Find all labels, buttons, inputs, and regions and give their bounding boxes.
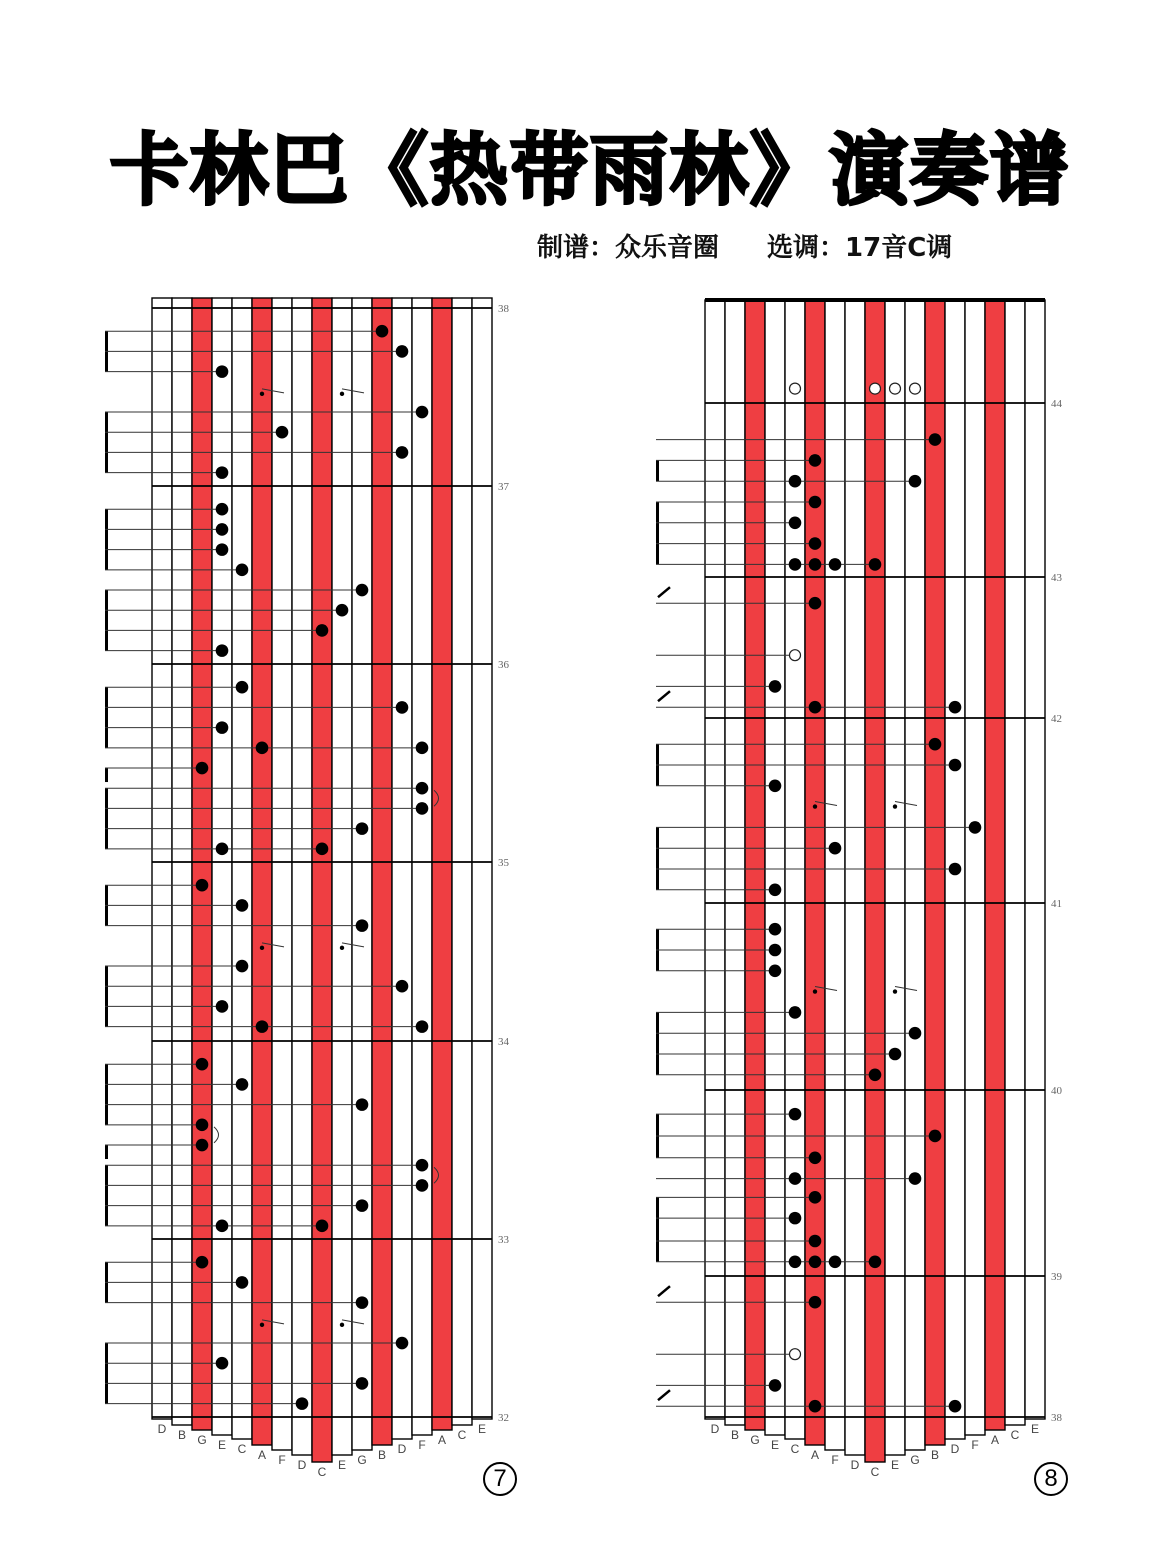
key-label: E [1030,1422,1040,1436]
highlight-key-column [925,300,945,1445]
note [416,742,429,755]
note [829,842,842,855]
key-column [392,298,412,1439]
key-column [1025,300,1045,1419]
key-column [965,300,985,1435]
rest-dot [813,804,817,808]
note [416,1020,429,1033]
note [769,884,782,897]
note [809,1152,822,1165]
note [356,822,369,835]
key-label: B [730,1428,740,1442]
note [789,1108,802,1121]
note [769,680,782,693]
page-number-7: 7 [483,1462,517,1496]
note [196,1139,209,1152]
note [196,1058,209,1071]
note [949,759,962,772]
note [396,701,409,714]
tab-panel-page-7 [105,298,510,1479]
note [789,1006,802,1019]
note [789,1172,802,1185]
note [196,762,209,775]
note [769,780,782,793]
note [356,1098,369,1111]
key-column [845,300,865,1455]
note [949,1400,962,1413]
key-column [272,298,292,1450]
measure-number: 35 [498,857,509,869]
note [356,1199,369,1212]
note [416,406,429,419]
key-label: A [990,1433,1000,1447]
note [196,879,209,892]
note [296,1397,309,1410]
note [376,325,389,338]
measure-number: 40 [1051,1085,1062,1097]
highlight-key-column [432,298,452,1430]
highlight-key-column [312,298,332,1462]
key-column [705,300,725,1419]
rhythm-beam [105,687,108,748]
rest-dot [340,1323,344,1327]
note [869,558,882,571]
note [909,475,922,488]
note [789,1256,802,1269]
note [236,681,249,694]
note [416,1179,429,1192]
open-note [910,383,921,394]
highlight-key-column [372,298,392,1445]
rest-dot [260,1323,264,1327]
note [236,1078,249,1091]
highlight-key-column [252,298,272,1445]
note [396,1337,409,1350]
measure-number: 38 [1051,1412,1062,1424]
rhythm-beam [105,1145,108,1159]
key-column [1005,300,1025,1425]
note [829,558,842,571]
note [356,1296,369,1309]
note [809,701,822,714]
note [396,446,409,459]
rhythm-beam [105,1064,108,1125]
measure-number: 38 [498,303,509,315]
note [809,496,822,509]
note [216,644,229,657]
measure-number: 43 [1051,572,1062,584]
key-label: F [831,1453,839,1467]
key-column [765,300,785,1435]
key-label: D [710,1422,720,1436]
note [809,558,822,571]
note [216,466,229,479]
note [809,454,822,467]
note [909,1172,922,1185]
key-column [352,298,372,1450]
note [256,1020,269,1033]
note [829,1256,842,1269]
slash-mark [658,691,670,701]
key-label: C [790,1442,800,1456]
note [236,899,249,912]
measure-number: 36 [498,659,509,671]
note [929,433,942,446]
key-label: D [297,1458,307,1472]
rest-dot [340,946,344,950]
note [416,782,429,795]
rest-dot [893,989,897,993]
tab-panel-page-8 [656,298,1063,1479]
note [969,821,982,834]
key-column [232,298,252,1439]
note [216,1000,229,1013]
rhythm-beam [656,1012,659,1074]
note [416,802,429,815]
rhythm-beam [105,768,108,782]
open-note [790,650,801,661]
measure-number: 33 [498,1234,509,1246]
open-note [870,383,881,394]
note [216,1220,229,1233]
note [789,558,802,571]
note [216,543,229,556]
measure-number: 44 [1051,398,1062,410]
measure-number: 37 [498,481,509,493]
highlight-key-column [745,300,765,1430]
note [909,1027,922,1040]
note [789,1212,802,1225]
note [769,923,782,936]
key-column [412,298,432,1435]
key-label: A [257,1448,267,1462]
key-column [152,298,172,1419]
note [769,1379,782,1392]
rhythm-beam [105,1165,108,1226]
note [316,624,329,637]
key-label: A [810,1448,820,1462]
note [789,517,802,530]
note [216,365,229,378]
rest-dot [893,804,897,808]
key-label: A [437,1433,447,1447]
note [216,721,229,734]
rhythm-beam [656,460,659,481]
note [949,863,962,876]
note [809,537,822,550]
measure-number: 42 [1051,713,1062,725]
highlight-key-column [865,300,885,1462]
measure-number: 34 [498,1036,509,1048]
key-label: G [197,1433,207,1447]
arranger-label: 制谱： [537,233,616,263]
note [949,701,962,714]
note [769,944,782,957]
note [356,584,369,597]
key-label: 选调： [767,233,846,263]
note [336,604,349,617]
key-label: E [337,1458,347,1472]
rest-dot [340,392,344,396]
measure-number: 39 [1051,1271,1062,1283]
note [809,1235,822,1248]
rhythm-beam [105,966,108,1027]
note [889,1048,902,1061]
key-label: E [217,1438,227,1452]
rhythm-beam [105,788,108,849]
note [809,1256,822,1269]
key-label: B [377,1448,387,1462]
open-note [790,1349,801,1360]
slash-mark [658,1286,670,1296]
measure-number: 41 [1051,898,1062,910]
note [809,597,822,610]
rhythm-beam [105,509,108,570]
top-border [705,298,1045,302]
highlight-key-column [805,300,825,1445]
key-label: G [910,1453,920,1467]
note [396,345,409,358]
rhythm-beam [105,1343,108,1404]
note [216,1357,229,1370]
note [809,1296,822,1309]
note [216,523,229,536]
key-label: C [1010,1428,1020,1442]
note [236,960,249,973]
key-label: C [317,1465,327,1479]
note [869,1069,882,1082]
page-number-8: 8 [1034,1462,1068,1496]
key-label: E [770,1438,780,1452]
key-label: F [278,1453,286,1467]
rhythm-beam [656,1197,659,1261]
key-label: G [750,1433,760,1447]
note [316,1220,329,1233]
note [929,1130,942,1143]
rhythm-beam [105,412,108,473]
measure-number: 32 [498,1412,509,1424]
note [769,965,782,978]
key-column [885,300,905,1455]
key-label: E [890,1458,900,1472]
rhythm-beam [656,502,659,564]
note [216,503,229,516]
key-column [472,298,492,1419]
open-note [890,383,901,394]
rest-dot [813,989,817,993]
rhythm-beam [105,590,108,651]
key-label: D [397,1442,407,1456]
key-label: C [870,1465,880,1479]
note [356,1377,369,1390]
note [809,1400,822,1413]
key-column [905,300,925,1450]
note [316,843,329,856]
key-column [332,298,352,1455]
note [356,919,369,932]
note [869,1256,882,1269]
note [196,1256,209,1269]
page-title: 卡林巴《热带雨林》演奏谱 [109,126,1070,216]
note [196,1119,209,1132]
key-label: C [237,1442,247,1456]
slash-mark [658,587,670,597]
note [236,1276,249,1289]
key-label: B [177,1428,187,1442]
arranger-name: 众乐音圈 [615,233,720,263]
open-note [790,383,801,394]
rest-dot [260,392,264,396]
key-label: G [357,1453,367,1467]
key-label: D [157,1422,167,1436]
note [236,564,249,577]
note [929,738,942,751]
key-column [825,300,845,1450]
note [276,426,289,439]
key-label: D [850,1458,860,1472]
key-label: F [971,1438,979,1452]
note [216,843,229,856]
key-column [725,300,745,1425]
key-column [292,298,312,1455]
key-label: F [418,1438,426,1452]
key-label: B [930,1448,940,1462]
note [256,742,269,755]
note [416,1159,429,1172]
note [789,475,802,488]
rest-dot [260,946,264,950]
rhythm-beam [656,827,659,889]
highlight-key-column [985,300,1005,1430]
key-value: 17音C调 [845,233,953,263]
slash-mark [658,1390,670,1400]
key-label: C [457,1428,467,1442]
note [809,1191,822,1204]
note [396,980,409,993]
key-label: E [477,1422,487,1436]
key-label: D [950,1442,960,1456]
